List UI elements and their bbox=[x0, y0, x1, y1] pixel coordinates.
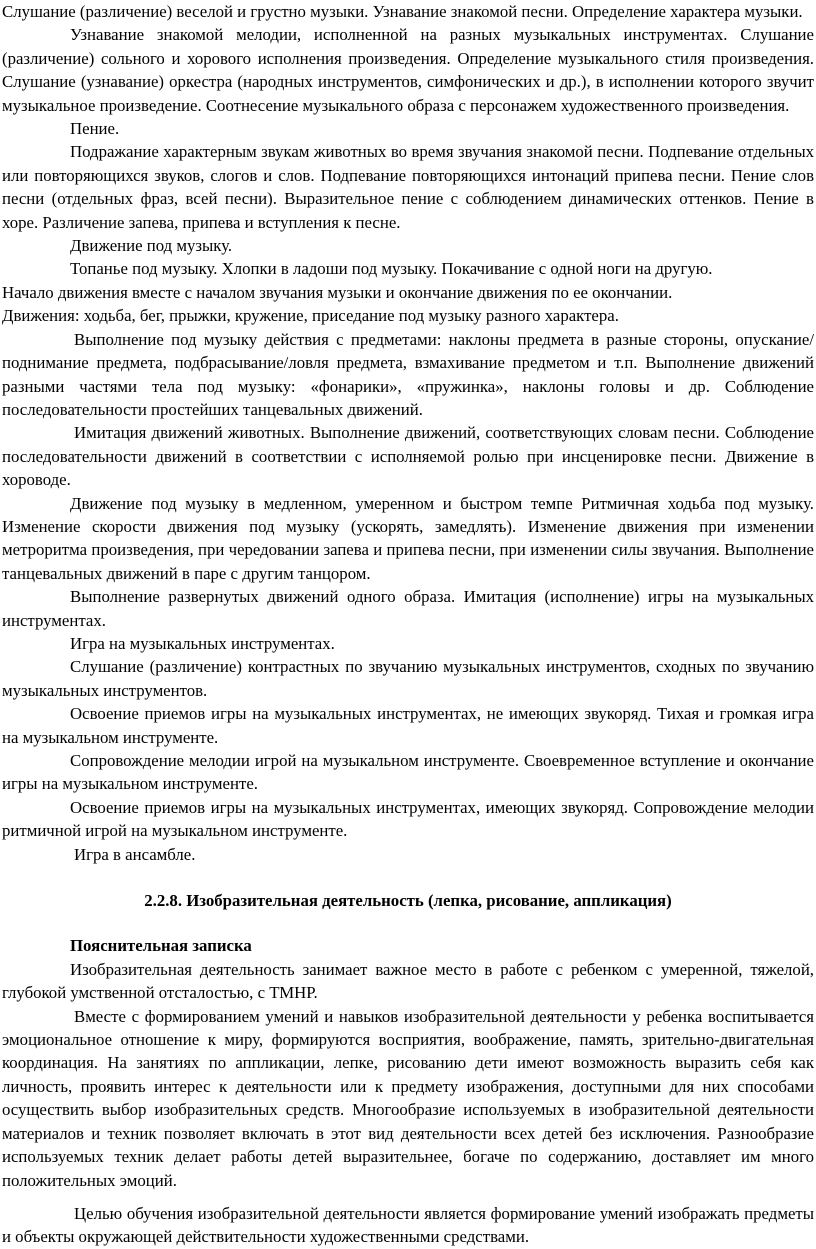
paragraph: Целью обучения изобразительной деятельности является формирование умений изображать предметы и объекты окружающей действительности художественными средствами. bbox=[2, 1203, 814, 1247]
paragraph: Узнавание знакомой мелодии, исполненной на разных музыкальных инструментах. Слушание (различение) сольного и хорового исполнения произведения. Определение музыкального стиля произведения. Слушание (узнавание) оркестра (народных инструментов, симфонических и др.), в исполнении которого звучит музыкальное произведение. Соотнесение музыкального образа с персонажем художественного произведения. bbox=[2, 25, 814, 115]
paragraph: Слушание (различение) веселой и грустно музыки. Узнавание знакомой песни. Определение характера музыки. bbox=[2, 2, 803, 21]
paragraph: Сопровождение мелодии игрой на музыкальном инструменте. Своевременное вступление и окончание игры на музыкальном инструменте. bbox=[2, 751, 814, 794]
paragraph: Освоение приемов игры на музыкальных инструментах, имеющих звукоряд. Сопровождение мелодии ритмичной игрой на музыкальном инструменте. bbox=[2, 797, 814, 841]
paragraph: Начало движения вместе с началом звучания музыки и окончание движения по ее окончании. bbox=[2, 282, 673, 302]
section-heading: 2.2.8. Изобразительная деятельность (лепка, рисование, аппликация) bbox=[144, 891, 672, 911]
paragraph: Вместе с формированием умений и навыков изобразительной деятельности у ребенка воспитывается эмоциональное отношение к миру, формируются восприятия, воображение, память, зрительно-двигательная координация. На занятиях по аппликации, лепке, рисованию дети имеют возможность выразить себя как личность, проявить интерес к деятельности или к предмету изображения, доступными для них способами осуществить выбор изобразительных средств. Многообразие используемых в изобразительной деятельности материалов и техник позволяет включать в этот вид деятельности всех детей без исключения. Разнообразие используемых техник делает работы детей выразительнее, богаче по содержанию, доставляет им много положительных эмоций. bbox=[2, 1006, 814, 1190]
paragraph: Подражание характерным звукам животных во время звучания знакомой песни. Подпевание отдельных или повторяющихся звуков, слогов и слов. Подпевание повторяющихся интонаций припева песни. Пение слов песни (отдельных фраз, всей песни). Выразительное пение с соблюдением динамических оттенков. Пение в хоре. Различение запева, припева и вступления к песне. bbox=[2, 142, 814, 232]
paragraph-title-singing: Пение. bbox=[70, 119, 120, 139]
paragraph: Изобразительная деятельность занимает важное место в работе с ребенком с умеренной, тяжелой, глубокой умственной отсталостью, с ТМНР. bbox=[2, 959, 814, 1003]
paragraph: Слушание (различение) контрастных по звучанию музыкальных инструментов, сходных по звучанию музыкальных инструментов. bbox=[2, 657, 814, 700]
paragraph: Игра в ансамбле. bbox=[74, 844, 196, 864]
paragraph-title-movement: Движение под музыку. bbox=[70, 236, 233, 256]
paragraph: Выполнение под музыку действия с предметами: наклоны предмета в разные стороны, опускание/поднимание предмета, подбрасывание/ловля предмета, взмахивание предметом и т.п. Выполнение движений разными частями тела под музыку: «фонарики», «пружинка», наклоны головы и др. Соблюдение последовательности простейших танцевальных движений. bbox=[2, 329, 814, 419]
paragraph: Топанье под музыку. Хлопки в ладоши под музыку. Покачивание с одной ноги на другую. bbox=[70, 259, 713, 279]
paragraph: Имитация движений животных. Выполнение движений, соответствующих словам песни. Соблюдение последовательности движений в соответствии с исполняемой ролью при инсценировке песни. Движение в хороводе. bbox=[2, 423, 814, 490]
paragraph: Движение под музыку в медленном, умеренном и быстром темпе Ритмичная ходьба под музыку. Изменение скорости движения под музыку (ускорять, замедлять). Изменение движения при изменении метроритма произведения, при чередовании запева и припева песни, при изменении силы звучания. Выполнение танцевальных движений в паре с другим танцором. bbox=[2, 493, 814, 583]
paragraph: Освоение приемов игры на музыкальных инструментах, не имеющих звукоряд. Тихая и громкая игра на музыкальном инструменте. bbox=[2, 704, 814, 747]
paragraph-title-instruments: Игра на музыкальных инструментах. bbox=[70, 633, 335, 653]
paragraph: Движения: ходьба, бег, прыжки, кружение, приседание под музыку разного характера. bbox=[2, 306, 619, 326]
subheading: Пояснительная записка bbox=[70, 936, 252, 956]
paragraph: Выполнение развернутых движений одного образа. Имитация (исполнение) игры на музыкальных инструментах. bbox=[2, 587, 814, 630]
